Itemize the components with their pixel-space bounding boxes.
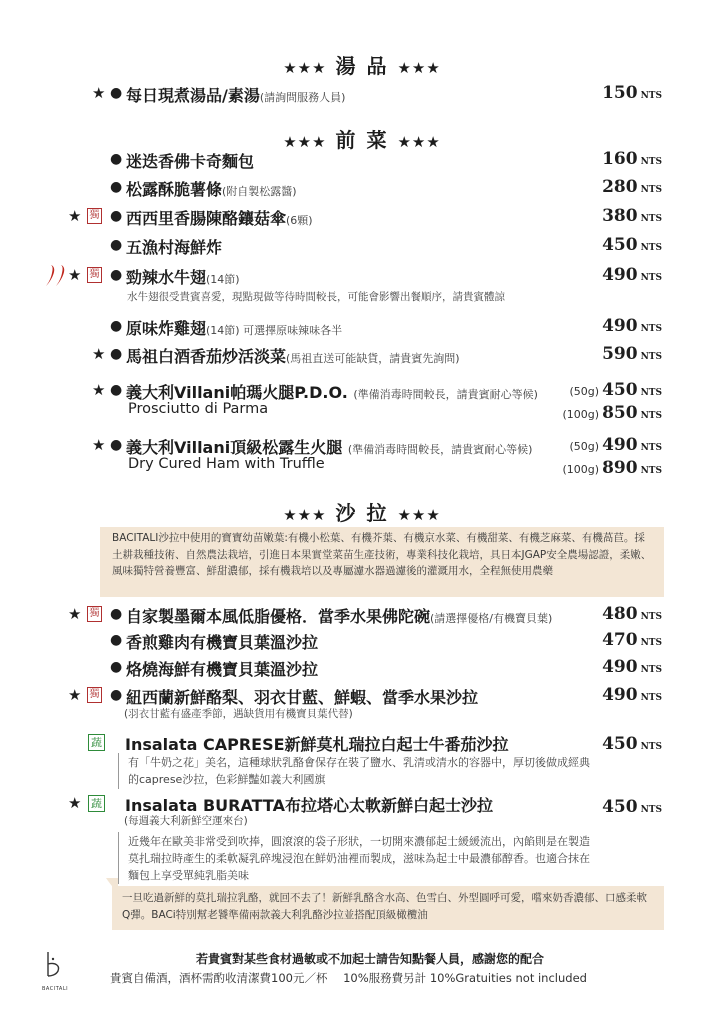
- price-value: 850: [602, 403, 638, 423]
- menu-item-appetizer-0: [0, 149, 724, 173]
- item-name: Insalata BURATTA布拉塔心太軟新鮮白起士沙拉: [125, 796, 493, 815]
- item-name-text: 義大利Villani頂級松露生火腿: [126, 438, 343, 457]
- item-name: [126, 380, 538, 403]
- bullet-icon: ●: [110, 267, 123, 283]
- item-price: [570, 435, 663, 455]
- currency-label: NTS: [640, 352, 662, 362]
- price-value: 490: [602, 657, 638, 677]
- item-english-name: Prosciutto di Parma: [128, 401, 269, 417]
- menu-item-appetizer-4: [0, 265, 724, 289]
- stars-icon: ★★★: [397, 59, 441, 77]
- menu-item-salad-0: [0, 604, 724, 628]
- star-icon: ★: [68, 605, 82, 623]
- item-english-name: Dry Cured Ham with Truffle: [128, 456, 325, 472]
- currency-label: NTS: [640, 388, 662, 398]
- item-name: [126, 265, 240, 288]
- currency-label: NTS: [640, 157, 662, 167]
- bullet-icon: ●: [110, 659, 123, 675]
- currency-label: NTS: [640, 243, 662, 253]
- logo-text: BACITALI: [42, 986, 69, 992]
- item-price: [602, 630, 662, 650]
- currency-label: NTS: [640, 665, 662, 675]
- item-price: [602, 604, 662, 624]
- bullet-icon: ●: [110, 318, 123, 334]
- footer-policy: [110, 970, 587, 986]
- section-title-text: 沙 拉: [335, 501, 389, 525]
- star-icon: ★: [68, 207, 82, 225]
- divider: [118, 832, 119, 884]
- price-value: 470: [602, 630, 638, 650]
- menu-item-appetizer-8: [0, 435, 724, 459]
- stars-icon: ★★★: [397, 133, 441, 151]
- star-icon: ★: [68, 794, 82, 812]
- item-subnote: (每週義大利新鮮空運來台): [124, 815, 248, 827]
- item-price: [602, 734, 662, 754]
- item-name-text: 自家製墨爾本風低脂優格．當季水果佛陀碗: [126, 607, 431, 626]
- bullet-icon: ●: [110, 208, 123, 224]
- bullet-icon: ●: [110, 606, 123, 622]
- item-price: [602, 149, 662, 169]
- item-price: [602, 316, 662, 336]
- item-price: [563, 458, 663, 478]
- item-name: [126, 177, 297, 200]
- currency-label: NTS: [640, 742, 662, 752]
- service-charge-notice: 10%服務費另計 10%Gratuities not included: [343, 971, 587, 985]
- item-note: (14節): [206, 273, 240, 286]
- item-price: [602, 344, 662, 364]
- item-name: [126, 316, 342, 339]
- price-value: 490: [602, 435, 638, 455]
- currency-label: NTS: [640, 214, 662, 224]
- item-description: 有「牛奶之花」美名，這種球狀乳酪會保存在裝了鹽水、乳清或清水的容器中，厚切後做成經典的caprese沙拉，色彩鮮豔如義大利國旗: [128, 756, 590, 786]
- item-note: (請選擇優格/有機寶貝葉): [430, 612, 553, 625]
- menu-item-appetizer-2: [0, 206, 724, 230]
- item-note: (附自製松露醬): [222, 185, 297, 198]
- item-name: Insalata CAPRESE新鮮莫札瑞拉白起士牛番茄沙拉: [125, 735, 509, 754]
- item-price: [602, 83, 662, 103]
- bullet-icon: ●: [110, 237, 123, 253]
- item-note: (6顆): [286, 214, 313, 227]
- stars-icon: ★★★: [283, 133, 327, 151]
- price-row-100g: [0, 458, 724, 482]
- vegetarian-tag-icon: 蔬: [88, 734, 105, 751]
- item-price: [602, 685, 662, 705]
- menu-item-appetizer-3: [0, 235, 724, 259]
- currency-label: NTS: [640, 411, 662, 421]
- weight-label: (50g): [569, 385, 600, 398]
- item-price: [602, 235, 662, 255]
- weight-label: (100g): [562, 463, 600, 476]
- item-note: (準備消毒時間較長，請貴賓耐心等候): [353, 388, 538, 401]
- item-description: 近幾年在歐美非常受到吹捧，圓滾滾的袋子形狀，一切開來濃郁起士緩緩流出，內餡則是在製造莫扎瑞拉時產生的柔軟凝乳碎塊浸泡在鮮奶油裡而製成，滋味為起士中最濃郁醇香。也適合抹在麵包上享受單純乳脂美味: [128, 835, 590, 882]
- price-value: 480: [602, 604, 638, 624]
- price-value: 450: [602, 734, 638, 754]
- menu-item-salad-3: [0, 685, 724, 709]
- bullet-icon: ●: [110, 85, 123, 101]
- price-value: 590: [602, 344, 638, 364]
- item-name: 香煎雞肉有機寶貝葉溫沙拉: [126, 633, 319, 652]
- item-description: (羽衣甘藍有盛產季節，遇缺貨用有機寶貝葉代替): [124, 708, 353, 720]
- price-row-100g: [0, 403, 724, 427]
- stars-icon: ★★★: [283, 59, 327, 77]
- item-price: [602, 797, 662, 817]
- menu-item-salad-5: [0, 793, 724, 817]
- price-value: 490: [602, 685, 638, 705]
- item-note: (馬祖直送可能缺貨，請貴賓先詢問): [286, 352, 460, 365]
- menu-item-salad-2: [0, 657, 724, 681]
- signature-tag-icon: 獨: [87, 208, 102, 224]
- currency-label: NTS: [640, 91, 662, 101]
- currency-label: NTS: [640, 805, 662, 815]
- salad-intro-box: BACITALI沙拉中使用的寶寶幼苗嫩葉:有機小松葉、有機芥葉、有機京水菜、有機甜菜、有機芝麻菜、有機萵苣。採土耕栽種技術、自然農法栽培，引進日本果實堂菜苗生產技術，專業科技化栽培，具日本JGAP安全農場認證，柔嫩、風味獨特營養豐富、鮮甜濃郁，採有機栽培以及專屬濾水器過濾後的灌溉用水，全程無使用農藥: [100, 527, 664, 597]
- price-value: 450: [602, 235, 638, 255]
- allergy-notice: 若貴賓對某些食材過敏或不加起士請告知點餐人員，感謝您的配合: [195, 952, 544, 966]
- menu-item-salad-1: [0, 630, 724, 654]
- price-value: 890: [602, 458, 638, 478]
- price-value: 160: [602, 149, 638, 169]
- currency-label: NTS: [640, 693, 662, 703]
- menu-item-appetizer-5: [0, 316, 724, 340]
- weight-label: (100g): [562, 408, 600, 421]
- burrata-info-box: 一旦吃過新鮮的莫扎瑞拉乳酪，就回不去了！新鮮乳酪含水高、色雪白、外型圓呼可愛，嚐來奶香濃郁、口感柔軟Q彈。BACi特別幫老饕準備兩款義大利乳酪沙拉並搭配頂級橄欖油: [112, 886, 664, 930]
- price-value: 380: [602, 206, 638, 226]
- section-title-text: 前 菜: [335, 128, 389, 152]
- currency-label: NTS: [640, 638, 662, 648]
- item-name: 迷迭香佛卡奇麵包: [126, 152, 255, 171]
- item-name: [126, 604, 552, 627]
- stars-icon: ★★★: [283, 506, 327, 524]
- price-value: 490: [602, 265, 638, 285]
- item-name: [126, 435, 532, 458]
- bullet-icon: ●: [110, 179, 123, 195]
- item-price: [563, 403, 663, 423]
- signature-tag-icon: 獨: [87, 267, 102, 283]
- item-note: (請詢問服務人員): [259, 91, 346, 104]
- bullet-icon: ●: [110, 346, 123, 362]
- item-name-text: 每日現煮湯品/素湯: [126, 86, 260, 105]
- menu-item-salad-4: [0, 732, 724, 756]
- item-price: [602, 265, 662, 285]
- item-note: (準備消毒時間較長，請貴賓耐心等候): [347, 443, 533, 456]
- item-description: 水牛翅很受貴賓喜愛，現點現做等待時間較長，可能會影響出餐順序，請貴賓體諒: [127, 291, 505, 303]
- item-name-text: 義大利Villani帕瑪火腿P.D.O.: [126, 383, 348, 402]
- section-title-text: 湯 品: [335, 54, 389, 78]
- star-icon: ★: [92, 381, 106, 399]
- currency-label: NTS: [640, 185, 662, 195]
- item-note: (14節) 可選擇原味辣味各半: [206, 324, 343, 337]
- item-price: [602, 206, 662, 226]
- item-name-text: 原味炸雞翅: [126, 319, 207, 338]
- item-name: [126, 83, 345, 106]
- item-name-text: 西西里香腸陳酪鑲菇傘: [126, 209, 287, 228]
- price-value: 150: [602, 83, 638, 103]
- weight-label: (50g): [569, 440, 600, 453]
- price-value: 450: [602, 797, 638, 817]
- bullet-icon: ●: [110, 382, 123, 398]
- bullet-icon: ●: [110, 632, 123, 648]
- section-title-salad: [0, 497, 724, 526]
- item-name-text: 松露酥脆薯條: [126, 180, 223, 199]
- corkage-notice: 貴賓自備酒，酒杯需酌收清潔費100元／杯: [110, 971, 328, 985]
- bullet-icon: ●: [110, 437, 123, 453]
- signature-tag-icon: 獨: [87, 606, 102, 622]
- section-title-soup: [0, 50, 724, 79]
- item-name-text: 馬祖白酒香茄炒活淡菜: [126, 347, 287, 366]
- star-icon: ★: [92, 84, 106, 102]
- price-value: 490: [602, 316, 638, 336]
- stars-icon: ★★★: [397, 506, 441, 524]
- item-name: [126, 206, 313, 229]
- item-name-text: 勁辣水牛翅: [126, 268, 207, 287]
- menu-item-appetizer-7: [0, 380, 724, 404]
- item-price: [602, 657, 662, 677]
- star-icon: ★: [68, 686, 82, 704]
- divider: [118, 753, 119, 789]
- price-value: 280: [602, 177, 638, 197]
- menu-item-soup-0: [0, 83, 724, 107]
- currency-label: NTS: [640, 612, 662, 622]
- currency-label: NTS: [640, 273, 662, 283]
- star-icon: ★: [92, 345, 106, 363]
- item-price: [602, 177, 662, 197]
- menu-item-appetizer-6: [0, 344, 724, 368]
- currency-label: NTS: [640, 324, 662, 334]
- currency-label: NTS: [640, 443, 662, 453]
- item-name: 紐西蘭新鮮酪梨、羽衣甘藍、鮮蝦、當季水果沙拉: [126, 688, 479, 707]
- signature-tag-icon: 獨: [87, 687, 102, 703]
- item-name: [126, 344, 460, 367]
- bullet-icon: ●: [110, 151, 123, 167]
- item-name: 五漁村海鮮炸: [126, 238, 223, 257]
- vegetarian-tag-icon: 蔬: [88, 795, 105, 812]
- bullet-icon: ●: [110, 687, 123, 703]
- price-value: 450: [602, 380, 638, 400]
- star-icon: ★: [92, 436, 106, 454]
- currency-label: NTS: [640, 466, 662, 476]
- item-name: 烙燒海鮮有機寶貝葉溫沙拉: [126, 660, 319, 679]
- chili-pepper-icon: [44, 263, 68, 289]
- item-price: [570, 380, 663, 400]
- menu-item-appetizer-1: [0, 177, 724, 201]
- star-icon: ★: [68, 266, 82, 284]
